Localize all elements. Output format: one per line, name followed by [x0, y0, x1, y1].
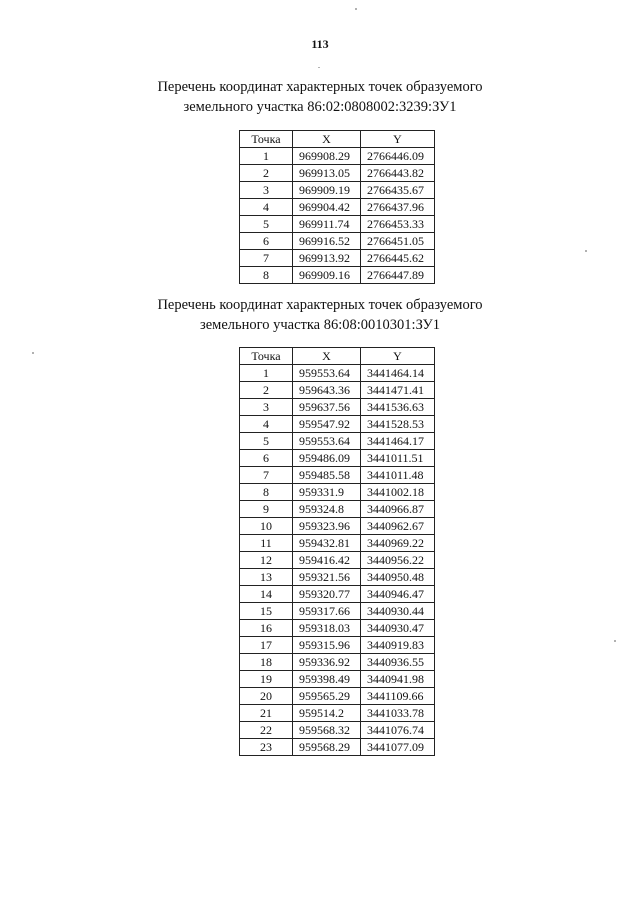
x-coordinate-cell: 959514.2: [293, 705, 361, 722]
table-row: [240, 501, 435, 518]
page-number: 113: [311, 37, 329, 51]
x-coordinate-cell: 959320.77: [293, 586, 361, 603]
table-row: [240, 399, 435, 416]
heading-line: Перечень координат характерных точек образуемого: [157, 297, 483, 313]
point-number-cell: 7: [240, 250, 293, 267]
x-coordinate-cell: 959486.09: [293, 450, 361, 467]
y-coordinate-cell: 2766453.33: [361, 216, 435, 233]
x-coordinate-cell: 959643.36: [293, 382, 361, 399]
point-number-cell: 10: [240, 518, 293, 535]
x-coordinate-cell: 959318.03: [293, 620, 361, 637]
coordinates-table-1: [239, 130, 435, 284]
section-heading-1: [0, 77, 640, 117]
column-header-y: Y: [361, 131, 435, 148]
point-number-cell: 12: [240, 552, 293, 569]
point-number-cell: 15: [240, 603, 293, 620]
y-coordinate-cell: 3441077.09: [361, 739, 435, 756]
table-row: [240, 365, 435, 382]
y-coordinate-cell: 3441464.14: [361, 365, 435, 382]
table-row: [240, 382, 435, 399]
point-number-cell: 22: [240, 722, 293, 739]
heading-line: земельного участка 86:02:0808002:3239:ЗУ1: [183, 99, 457, 115]
scan-speck: [585, 250, 587, 252]
y-coordinate-cell: 3440919.83: [361, 637, 435, 654]
point-number-cell: 2: [240, 382, 293, 399]
point-number-cell: 7: [240, 467, 293, 484]
x-coordinate-cell: 959568.32: [293, 722, 361, 739]
table-row: [240, 484, 435, 501]
column-header-point: Точка: [240, 348, 293, 365]
x-coordinate-cell: 969909.16: [293, 267, 361, 284]
point-number-cell: 20: [240, 688, 293, 705]
x-coordinate-cell: 959547.92: [293, 416, 361, 433]
point-number-cell: 3: [240, 399, 293, 416]
column-header-y: Y: [361, 348, 435, 365]
y-coordinate-cell: 3440936.55: [361, 654, 435, 671]
x-coordinate-cell: 959315.96: [293, 637, 361, 654]
table-row: [240, 148, 435, 165]
y-coordinate-cell: 3441109.66: [361, 688, 435, 705]
y-coordinate-cell: 3440966.87: [361, 501, 435, 518]
section-heading-2: [0, 295, 640, 335]
y-coordinate-cell: 3441011.48: [361, 467, 435, 484]
point-number-cell: 16: [240, 620, 293, 637]
y-coordinate-cell: 3441002.18: [361, 484, 435, 501]
table-row: [240, 416, 435, 433]
point-number-cell: 8: [240, 267, 293, 284]
scan-speck: [318, 67, 320, 68]
x-coordinate-cell: 959568.29: [293, 739, 361, 756]
point-number-cell: 11: [240, 535, 293, 552]
y-coordinate-cell: 2766437.96: [361, 199, 435, 216]
point-number-cell: 3: [240, 182, 293, 199]
x-coordinate-cell: 959637.56: [293, 399, 361, 416]
table-row: [240, 250, 435, 267]
table-header-row: [240, 348, 435, 365]
table-header-row: [240, 131, 435, 148]
y-coordinate-cell: 3440946.47: [361, 586, 435, 603]
y-coordinate-cell: 3441033.78: [361, 705, 435, 722]
table-row: [240, 705, 435, 722]
y-coordinate-cell: 2766435.67: [361, 182, 435, 199]
y-coordinate-cell: 3440956.22: [361, 552, 435, 569]
y-coordinate-cell: 3441076.74: [361, 722, 435, 739]
point-number-cell: 5: [240, 216, 293, 233]
y-coordinate-cell: 3440962.67: [361, 518, 435, 535]
heading-line: Перечень координат характерных точек образуемого: [157, 79, 483, 95]
scan-speck: [355, 8, 357, 10]
table-row: [240, 688, 435, 705]
y-coordinate-cell: 3440941.98: [361, 671, 435, 688]
point-number-cell: 17: [240, 637, 293, 654]
point-number-cell: 1: [240, 365, 293, 382]
x-coordinate-cell: 959323.96: [293, 518, 361, 535]
y-coordinate-cell: 3440930.47: [361, 620, 435, 637]
table-row: [240, 233, 435, 250]
x-coordinate-cell: 959416.42: [293, 552, 361, 569]
y-coordinate-cell: 3441536.63: [361, 399, 435, 416]
y-coordinate-cell: 3441464.17: [361, 433, 435, 450]
column-header-x: X: [293, 348, 361, 365]
table-row: [240, 518, 435, 535]
x-coordinate-cell: 959317.66: [293, 603, 361, 620]
x-coordinate-cell: 959553.64: [293, 365, 361, 382]
table-row: [240, 586, 435, 603]
table-row: [240, 671, 435, 688]
y-coordinate-cell: 3441528.53: [361, 416, 435, 433]
x-coordinate-cell: 969916.52: [293, 233, 361, 250]
point-number-cell: 19: [240, 671, 293, 688]
scan-speck: [32, 352, 34, 354]
x-coordinate-cell: 969909.19: [293, 182, 361, 199]
x-coordinate-cell: 959485.58: [293, 467, 361, 484]
scan-speck: [614, 640, 616, 642]
x-coordinate-cell: 959432.81: [293, 535, 361, 552]
table-row: [240, 552, 435, 569]
point-number-cell: 6: [240, 450, 293, 467]
x-coordinate-cell: 959553.64: [293, 433, 361, 450]
y-coordinate-cell: 3440969.22: [361, 535, 435, 552]
point-number-cell: 5: [240, 433, 293, 450]
x-coordinate-cell: 969913.05: [293, 165, 361, 182]
point-number-cell: 1: [240, 148, 293, 165]
y-coordinate-cell: 2766445.62: [361, 250, 435, 267]
table-row: [240, 637, 435, 654]
table-row: [240, 467, 435, 484]
x-coordinate-cell: 959398.49: [293, 671, 361, 688]
y-coordinate-cell: 3440950.48: [361, 569, 435, 586]
y-coordinate-cell: 2766446.09: [361, 148, 435, 165]
point-number-cell: 9: [240, 501, 293, 518]
y-coordinate-cell: 3441471.41: [361, 382, 435, 399]
point-number-cell: 21: [240, 705, 293, 722]
column-header-x: X: [293, 131, 361, 148]
table-row: [240, 654, 435, 671]
point-number-cell: 4: [240, 416, 293, 433]
table-row: [240, 722, 435, 739]
point-number-cell: 2: [240, 165, 293, 182]
x-coordinate-cell: 959336.92: [293, 654, 361, 671]
y-coordinate-cell: 2766451.05: [361, 233, 435, 250]
point-number-cell: 4: [240, 199, 293, 216]
x-coordinate-cell: 969911.74: [293, 216, 361, 233]
y-coordinate-cell: 2766443.82: [361, 165, 435, 182]
y-coordinate-cell: 2766447.89: [361, 267, 435, 284]
x-coordinate-cell: 959565.29: [293, 688, 361, 705]
point-number-cell: 6: [240, 233, 293, 250]
x-coordinate-cell: 959324.8: [293, 501, 361, 518]
x-coordinate-cell: 969913.92: [293, 250, 361, 267]
point-number-cell: 18: [240, 654, 293, 671]
x-coordinate-cell: 969908.29: [293, 148, 361, 165]
y-coordinate-cell: 3441011.51: [361, 450, 435, 467]
table-row: [240, 620, 435, 637]
x-coordinate-cell: 959321.56: [293, 569, 361, 586]
table-row: [240, 739, 435, 756]
table-row: [240, 216, 435, 233]
table-row: [240, 535, 435, 552]
table-row: [240, 450, 435, 467]
table-row: [240, 199, 435, 216]
x-coordinate-cell: 959331.9: [293, 484, 361, 501]
y-coordinate-cell: 3440930.44: [361, 603, 435, 620]
table-row: [240, 569, 435, 586]
table-row: [240, 267, 435, 284]
heading-line: земельного участка 86:08:0010301:ЗУ1: [200, 317, 440, 333]
coordinates-table-2: [239, 347, 435, 756]
table-row: [240, 182, 435, 199]
point-number-cell: 13: [240, 569, 293, 586]
table-row: [240, 603, 435, 620]
table-row: [240, 433, 435, 450]
table-row: [240, 165, 435, 182]
point-number-cell: 8: [240, 484, 293, 501]
x-coordinate-cell: 969904.42: [293, 199, 361, 216]
column-header-point: Точка: [240, 131, 293, 148]
point-number-cell: 23: [240, 739, 293, 756]
point-number-cell: 14: [240, 586, 293, 603]
